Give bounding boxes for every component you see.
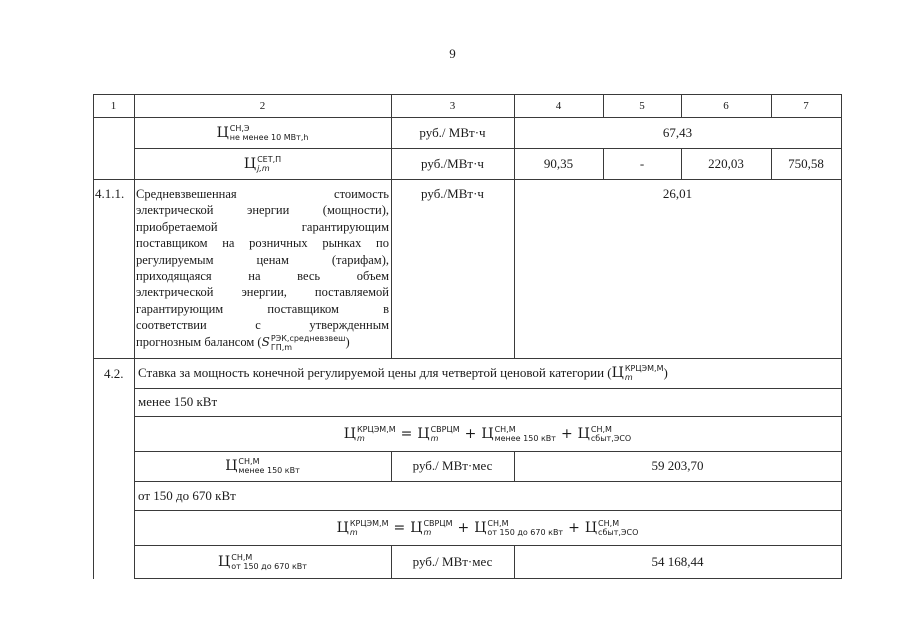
row2-col5: - <box>639 155 645 171</box>
row10-unit: руб./ МВт·мес <box>412 553 493 569</box>
desc-line: гарантирующим поставщиком в <box>136 301 389 316</box>
formula-under-150: Ц КРЦЭМ,М m = Ц СВРЦМ m + Ц СН,М менее 150 кВт + Ц СН,М сбыт,ЭСО <box>343 424 632 443</box>
header-col-7: 7 <box>803 99 809 112</box>
header-col-6: 6 <box>723 99 729 112</box>
desc-line: приобретаемой гарантирующим <box>136 219 389 234</box>
header-col-4: 4 <box>555 99 562 112</box>
row1-value: 67,43 <box>662 124 693 140</box>
desc-line: приходящаяся на весь объем <box>136 269 389 284</box>
desc-line: поставщиком на розничных рынках по <box>136 236 389 251</box>
row2-col6: 220,03 <box>708 155 744 171</box>
row3-unit: руб./МВт·ч <box>421 186 484 201</box>
desc-line: электрической энергии, поставляемой <box>136 285 389 300</box>
row2-col4: 90,35 <box>543 155 574 171</box>
desc-line: соответствии с утвержденным <box>136 318 389 333</box>
row7-value: 59 203,70 <box>651 458 704 473</box>
header-col-5: 5 <box>639 99 645 112</box>
desc-last-line: прогнозным балансом (S РЭК,средневзвеш ГП,m ) <box>136 333 350 352</box>
desc-line: электрической энергии (мощности), <box>136 203 389 218</box>
row1-unit: руб./ МВт·ч <box>419 124 486 140</box>
desc-line: регулируемым ценам (тарифам), <box>136 252 389 267</box>
row3-number: 4.1.1. <box>95 186 125 201</box>
header-col-1: 1 <box>110 99 117 112</box>
row10-symbol: Ц СН,М от 150 до 670 кВт <box>218 552 307 571</box>
row2-col7: 750,58 <box>788 155 824 171</box>
header-col-2: 2 <box>259 99 266 112</box>
row8-label: от 150 до 670 кВт <box>138 487 236 503</box>
row7-unit: руб./ МВт·мес <box>412 458 493 473</box>
desc-line: Средневзвешенная стоимость <box>136 187 389 201</box>
row3-value: 26,01 <box>662 186 693 201</box>
header-col-3: 3 <box>449 99 456 112</box>
row3-description <box>136 186 389 352</box>
row7-symbol: Ц СН,М менее 150 кВт <box>225 457 300 475</box>
row2-symbol: Ц СЕТ,П j,m <box>243 154 282 173</box>
row5-label: менее 150 кВт <box>138 394 218 409</box>
formula-150-to-670: Ц КРЦЭМ,М m = Ц СВРЦМ m + Ц СН,М от 150 до 670 кВт + Ц СН,М сбыт,ЭСО <box>336 518 639 537</box>
row2-unit: руб./МВт·ч <box>421 155 484 171</box>
row10-value: 54 168,44 <box>651 553 704 569</box>
row4-number: 4.2. <box>104 366 124 381</box>
page-number: 9 <box>449 46 456 61</box>
row4-title: Ставка за мощность конечной регулируемой цены для четвертой ценовой категории ( Ц КРЦЭМ,М m ) <box>138 364 668 382</box>
row1-symbol: Ц СН,Э не менее 10 МВт,h <box>216 123 309 142</box>
